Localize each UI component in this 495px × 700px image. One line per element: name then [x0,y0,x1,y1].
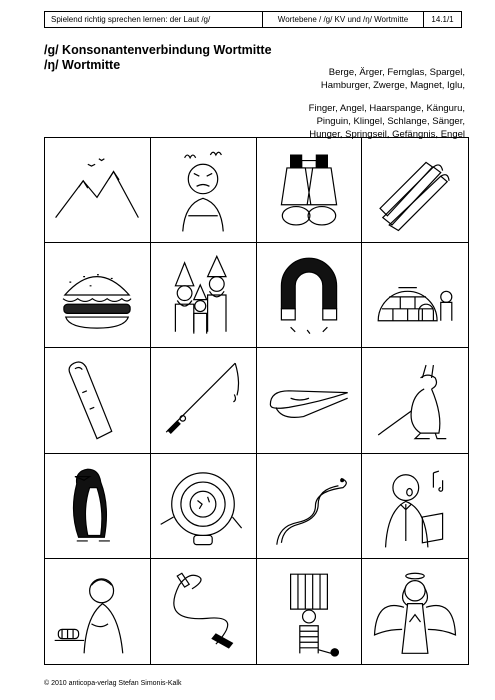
picture-card-schlange [257,454,363,559]
word-list-line: Hunger, Springseil, Gefängnis, Engel [309,129,465,140]
picture-card-engel [362,559,468,664]
fishing-rod-icon [157,354,249,446]
angel-icon [369,565,461,657]
footer-copyright: © 2010 anticopa-verlag Stefan Simonis-Kalk [44,680,182,687]
binoculars-icon [263,144,355,236]
dwarves-icon [157,249,249,341]
mountains-icon [51,144,143,236]
finger-icon [51,354,143,446]
picture-grid [44,137,469,665]
picture-card-spargel [362,138,468,243]
kangaroo-icon [369,354,461,446]
title-line-1: /g/ Konsonantenverbindung Wortmitte [44,43,272,57]
worksheet-title [44,43,272,73]
picture-card-aerger [151,138,257,243]
picture-card-klingel [151,454,257,559]
hamburger-icon [51,249,143,341]
header-bar [44,11,462,28]
header-page-number: 14.1/1 [431,15,454,24]
word-list-line: Finger, Angel, Haarspange, Känguru, [308,103,465,114]
picture-card-iglu [362,243,468,348]
hungry-boy-icon [51,565,143,657]
picture-card-haarspange [257,348,363,453]
singer-icon [369,460,461,552]
picture-card-saenger [362,454,468,559]
asparagus-icon [369,144,461,236]
magnet-icon [263,249,355,341]
picture-card-finger [45,348,151,453]
picture-card-berge [45,138,151,243]
picture-card-fernglas [257,138,363,243]
word-list-line: Hamburger, Zwerge, Magnet, Iglu, [320,80,465,91]
picture-card-zwerge [151,243,257,348]
picture-card-hunger [45,559,151,664]
angry-boy-icon [157,144,249,236]
header-topic: Wortebene / /g/ KV und /ŋ/ Wortmitte [263,12,424,27]
word-list [309,66,465,141]
penguin-icon [51,460,143,552]
bicycle-bell-icon [157,460,249,552]
jump-rope-icon [157,565,249,657]
picture-card-kaenguru [362,348,468,453]
prison-icon [263,565,355,657]
header-series-title: Spielend richtig sprechen lernen: der Laut /g/ [45,12,263,27]
picture-card-pinguin [45,454,151,559]
title-line-2: /ŋ/ Wortmitte [44,58,121,72]
picture-card-magnet [257,243,363,348]
igloo-icon [369,249,461,341]
snake-icon [263,460,355,552]
word-list-line: Pinguin, Klingel, Schlange, Sänger, [316,116,465,127]
hair-clip-icon [263,354,355,446]
picture-card-hamburger [45,243,151,348]
picture-card-angel [151,348,257,453]
picture-card-springseil [151,559,257,664]
word-list-line: Berge, Ärger, Fernglas, Spargel, [328,67,465,78]
picture-card-gefaengnis [257,559,363,664]
